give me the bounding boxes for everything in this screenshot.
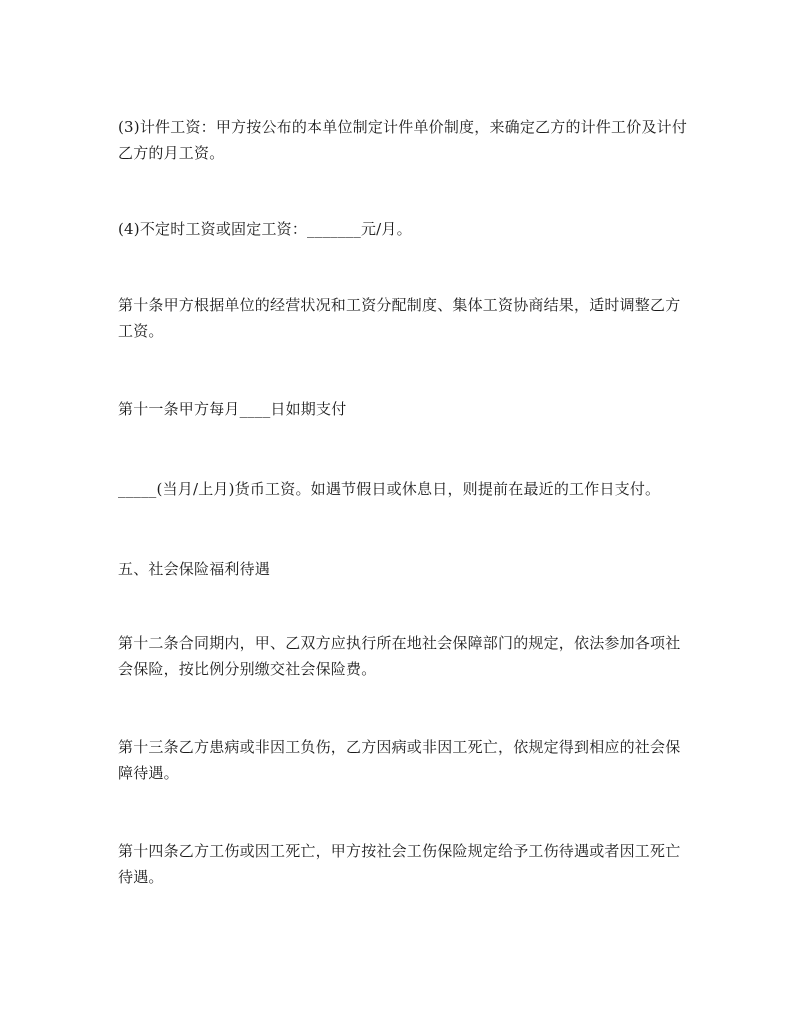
clause-piece-rate-wage: (3)计件工资：甲方按公布的本单位制定计件单价制度，来确定乙方的计件工价及计付乙方的月工资。 (118, 118, 688, 162)
article-11-continued: _____(当月/上月)货币工资。如遇节假日或休息日，则提前在最近的工作日支付。 (118, 480, 661, 498)
clause-fixed-wage: (4)不定时工资或固定工资：_______元/月。 (118, 220, 412, 238)
article-12: 第十二条合同期内，甲、乙双方应执行所在地社会保障部门的规定，依法参加各项社会保险，按比例分别缴交社会保险费。 (118, 634, 681, 678)
article-14: 第十四条乙方工伤或因工死亡，甲方按社会工伤保险规定给予工伤待遇或者因工死亡待遇。 (118, 842, 681, 886)
article-13: 第十三条乙方患病或非因工负伤，乙方因病或非因工死亡，依规定得到相应的社会保障待遇。 (118, 738, 681, 782)
section-heading-social-insurance: 五、社会保险福利待遇 (118, 560, 271, 578)
article-10: 第十条甲方根据单位的经营状况和工资分配制度、集体工资协商结果，适时调整乙方工资。 (118, 296, 681, 340)
article-11: 第十一条甲方每月____日如期支付 (118, 400, 347, 418)
